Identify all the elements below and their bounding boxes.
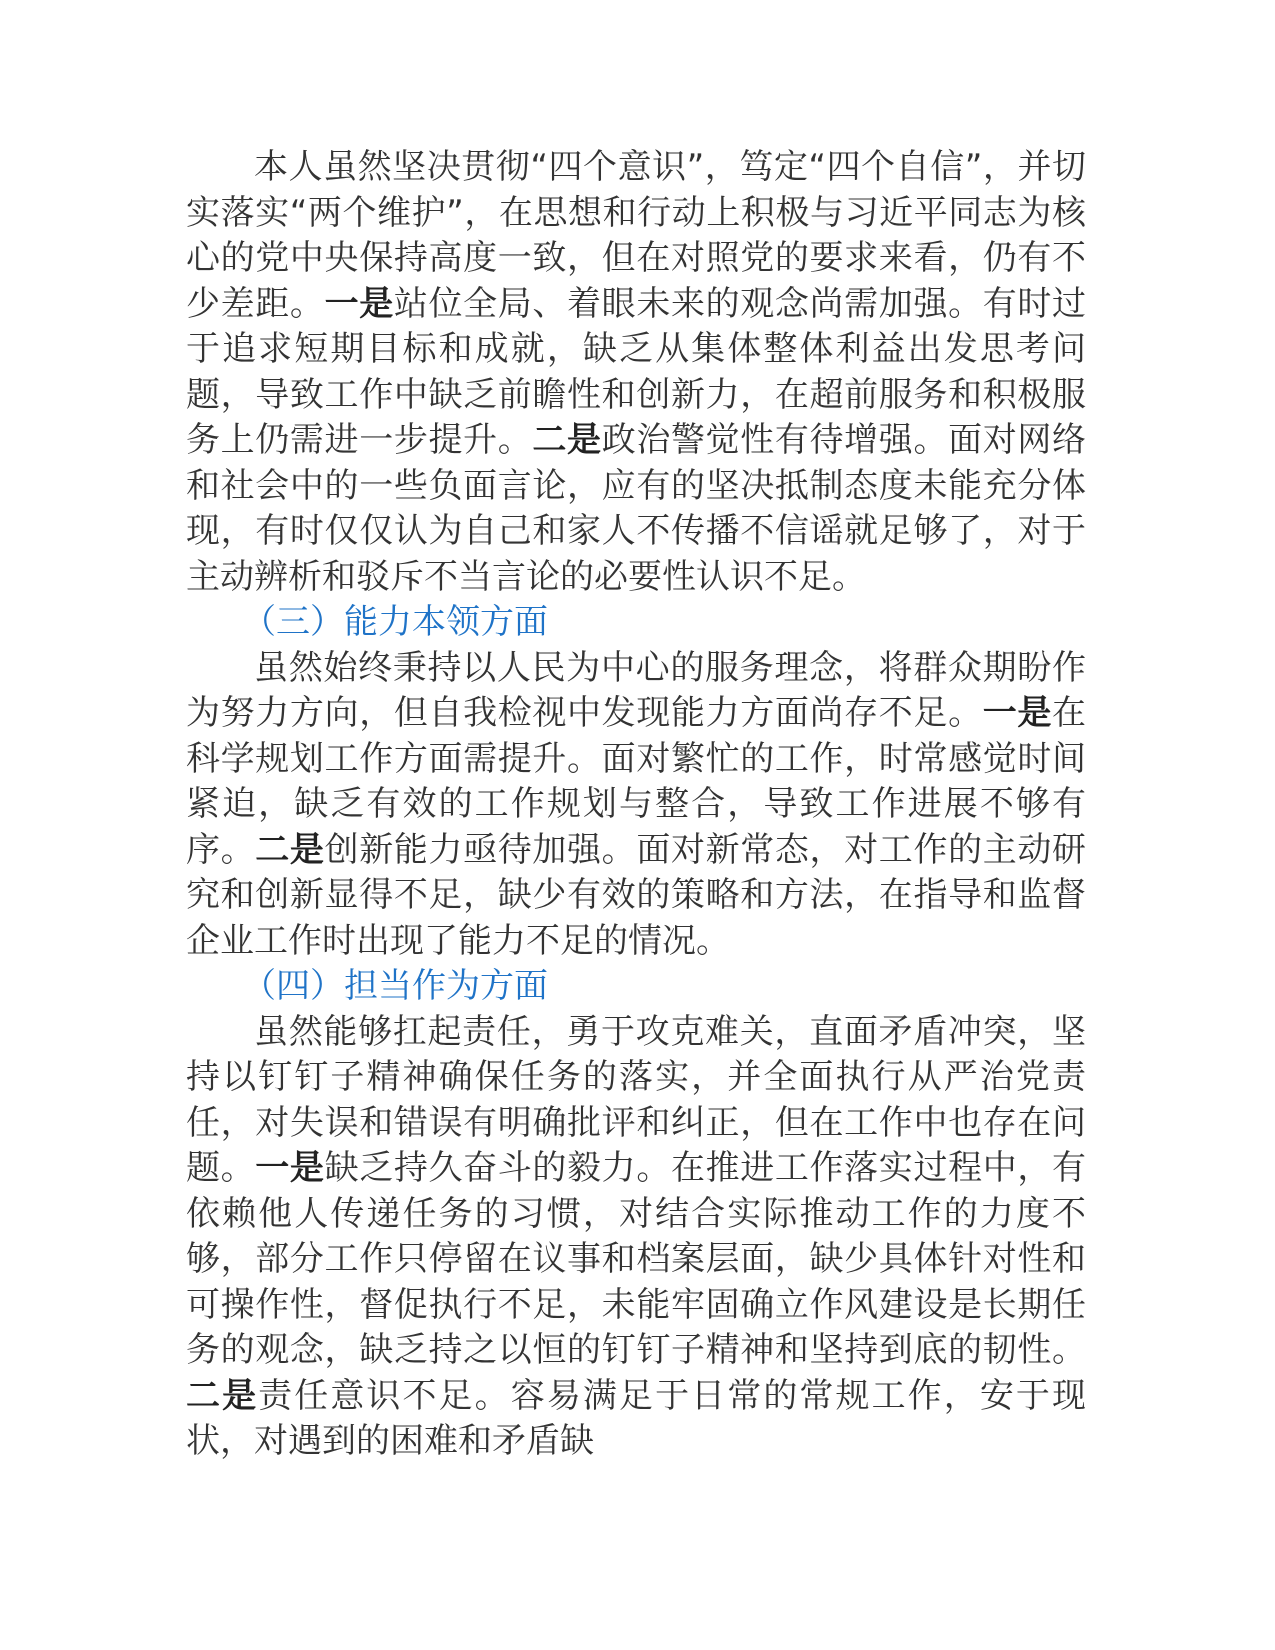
paragraph-text: 责任意识不足。容易满足于日常的常规工作，安于现状，对遇到的困难和矛盾缺: [186, 1375, 1087, 1461]
point-label-second: 二是: [186, 1375, 259, 1416]
paragraph-text: 本人虽然坚决贯彻“四个意识”，笃定“四个自信”，并切实落实“两个维护”，在思想和行动上积极与习近平同志为核心的党中央保持高度一致，但在对照党的要求来看，仍有不少差距。: [186, 147, 1086, 324]
paragraph-text: 政治警觉性有待增强。面对网络和社会中的一些负面言论，应有的坚决抵制态度未能充分体现，有时仅仅认为自己和家人不传播不信谣就足够了，对于主动辨析和驳斥不当言论的必要性认识不足。: [186, 420, 1087, 597]
paragraph-responsibility: [186, 1010, 1086, 1465]
paragraph-text: 站位全局、着眼未来的观念尚需加强。有时过于追求短期目标和成就，缺乏从集体整体利益出发思考问题，导致工作中缺乏前瞻性和创新力，在超前服务和积极服务上仍需进一步提升。: [186, 283, 1087, 460]
section-heading-responsibility: （四）担当作为方面: [242, 966, 548, 1006]
paragraph-text: 虽然始终秉持以人民为中心的服务理念，将群众期盼作为努力方向，但自我检视中发现能力方面尚存不足。: [186, 647, 1086, 733]
point-label-second: 二是: [532, 420, 602, 460]
point-label-first: 一是: [982, 693, 1052, 733]
point-label-first: 一是: [255, 1148, 325, 1188]
document-page: [186, 145, 1086, 1465]
paragraph-text: 缺乏持久奋斗的毅力。在推进工作落实过程中，有依赖他人传递任务的习惯，对结合实际推动工作的力度不够，部分工作只停留在议事和档案层面，缺少具体针对性和可操作性，督促执行不足，未能牢固确立作风建设是长期任务的观念，缺乏持之以恒的钉钉子精神和坚持到底的韧性。: [186, 1148, 1087, 1370]
paragraph-ability: [186, 646, 1086, 965]
point-label-first: 一是: [324, 283, 394, 324]
paragraph-political-stance: [186, 145, 1086, 600]
point-label-second: 二是: [255, 829, 325, 870]
paragraph-text: 在科学规划工作方面需提升。面对繁忙的工作，时常感觉时间紧迫，缺乏有效的工作规划与整合，导致工作进展不够有序。: [186, 693, 1086, 870]
section-heading-ability: （三）能力本领方面: [242, 602, 548, 642]
paragraph-text: 虽然能够扛起责任，勇于攻克难关，直面矛盾冲突，坚持以钉钉子精神确保任务的落实，并全面执行从严治党责任，对失误和错误有明确批评和纠正，但在工作中也存在问题。: [186, 1011, 1086, 1188]
paragraph-text: 创新能力亟待加强。面对新常态，对工作的主动研究和创新显得不足，缺少有效的策略和方法，在指导和监督企业工作时出现了能力不足的情况。: [186, 829, 1087, 961]
